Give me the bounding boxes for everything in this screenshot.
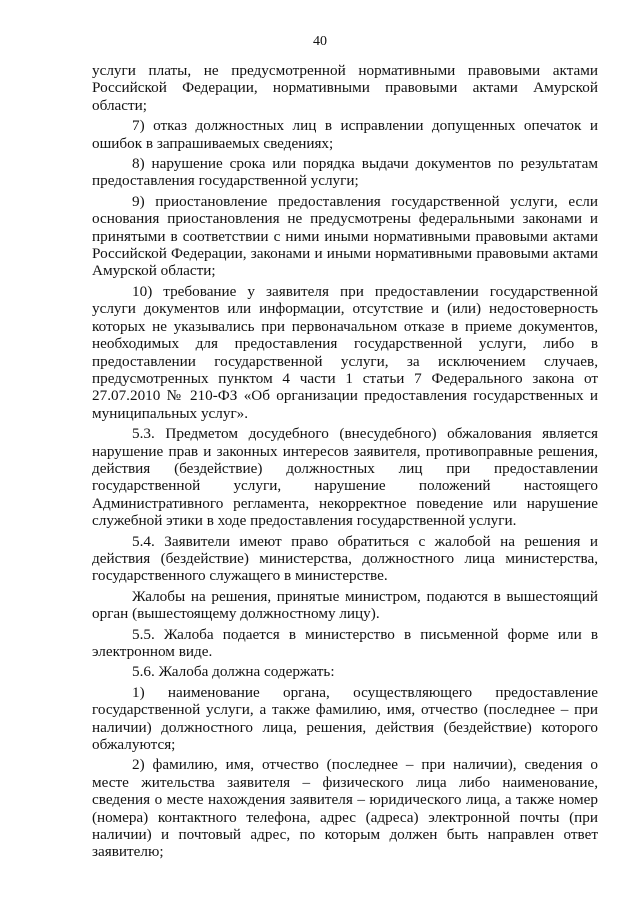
paragraph-section-5-5: 5.5. Жалоба подается в министерство в письменной форме или в электронном виде. — [92, 625, 598, 660]
paragraph-complaints-minister: Жалобы на решения, принятые министром, подаются в вышестоящий орган (вышестоящему должностному лицу). — [92, 587, 598, 623]
paragraph-complaint-item-1: 1) наименование органа, осуществляющего предоставление государственной услуги, а также фамилию, имя, отчество (последнее – при наличии) должностного лица, решения, действия (бездействие) которого обжалуются; — [92, 683, 598, 754]
paragraph-section-5-4: 5.4. Заявители имеют право обратиться с жалобой на решения и действия (бездействие) министерства, должностного лица министерства, государственного служащего в министерстве. — [92, 532, 598, 585]
paragraph-section-5-6: 5.6. Жалоба должна содержать: — [132, 663, 335, 681]
paragraph-section-5-3: 5.3. Предметом досудебного (внесудебного) обжалования является нарушение прав и законных интересов заявителя, противоправные решения, действия (бездействие) должностных лиц при предоставлении государственной услуги, нарушение положений настоящего Административного регламента, некорректное поведение или нарушение служебной этики в ходе предоставления государственной услуги. — [92, 425, 598, 530]
paragraph-item-9: 9) приостановление предоставления государственной услуги, если основания приостановления не предусмотрены федеральными законами и принятыми в соответствии с ними иными нормативными правовыми актами Российской Федерации, законами и иными нормативными правовыми актами Амурской области; — [92, 192, 598, 280]
document-body — [92, 62, 598, 864]
paragraph-item-7: 7) отказ должностных лиц в исправлении допущенных опечаток и ошибок в запрашиваемых сведениях; — [92, 117, 598, 152]
paragraph-complaint-item-2: 2) фамилию, имя, отчество (последнее – при наличии), сведения о месте жительства заявителя – физического лица либо наименование, сведения о месте нахождения заявителя – юридического лица, а также номер (номера) контактного телефона, адрес (адреса) электронной почты (при наличии) и почтовый адрес, по которым должен быть направлен ответ заявителю; — [92, 756, 598, 861]
paragraph-continuation: услуги платы, не предусмотренной нормативными правовыми актами Российской Федерации, нормативными правовыми актами Амурской области; — [92, 62, 598, 114]
page-number: 40 — [313, 34, 327, 49]
paragraph-item-8: 8) нарушение срока или порядка выдачи документов по результатам предоставления государственной услуги; — [92, 155, 598, 190]
paragraph-item-10: 10) требование у заявителя при предоставлении государственной услуги документов или информации, отсутствие и (или) недостоверность которых не указывались при первоначальном отказе в приеме документов, необходимых для предоставления государственной услуги, либо в предоставлении государственной услуги, за исключением случаев, предусмотренных пунктом 4 части 1 статьи 7 Федерального закона от 27.07.2010 № 210-ФЗ «Об организации предоставления государственных и муниципальных услуг». — [92, 282, 598, 422]
